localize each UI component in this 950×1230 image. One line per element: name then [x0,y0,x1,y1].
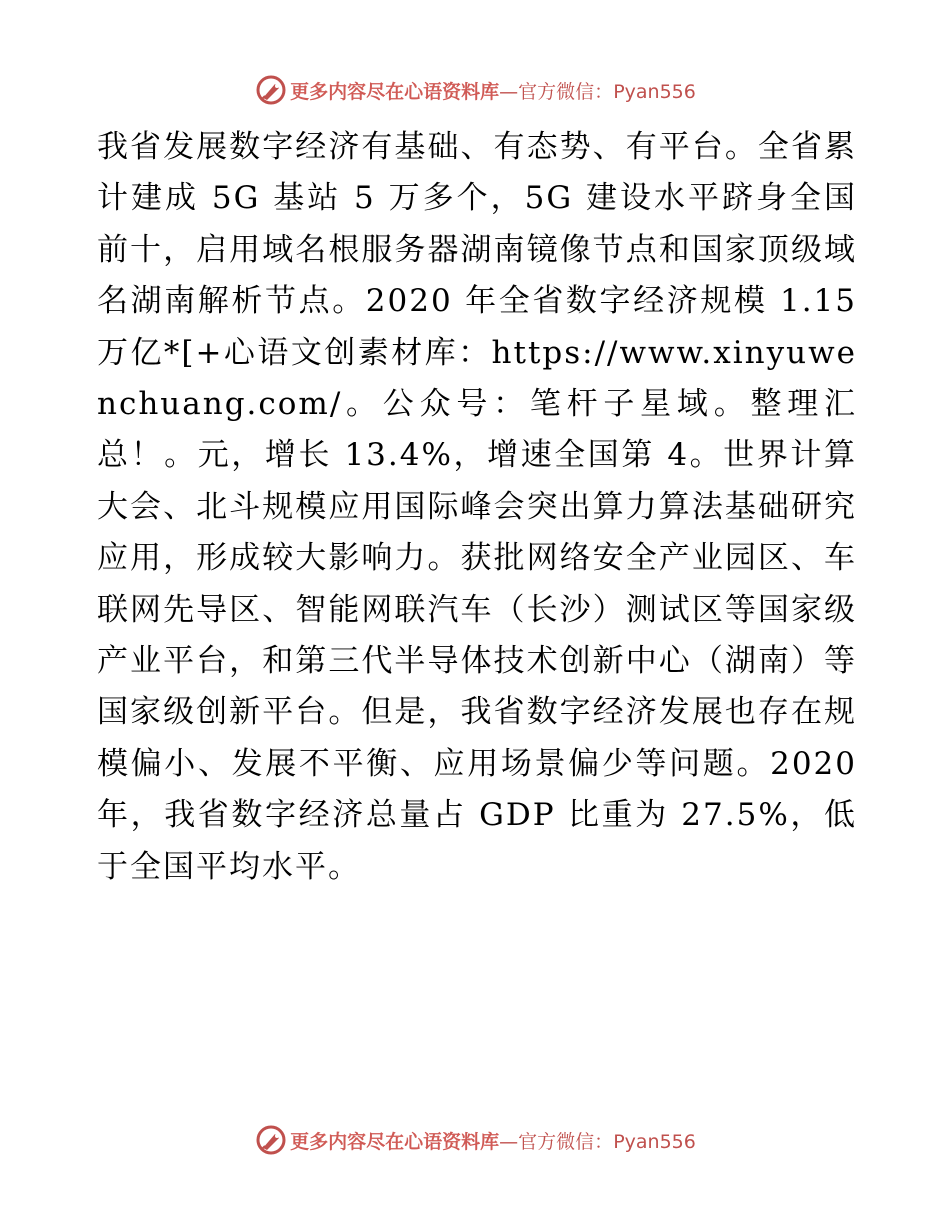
banner-separator: — [499,1130,519,1153]
banner-wechat-label: 官方微信： [518,80,614,103]
footer-banner [0,1120,950,1160]
body-paragraph: 我省发展数字经济有基础、有态势、有平台。全省累计建成 5G 基站 5 万多个，5G 建设水平跻身全国前十，启用域名根服务器湖南镜像节点和国家顶级域名湖南解析节点。2020 年全省数字经济规模 1.15 万亿*[+心语文创素材库：https://www.xinyuwenchuang.com/。公众号：笔杆子星域。整理汇总！。元，增长 13.4%，增速全国第 4。世界计算大会、北斗规模应用国际峰会突出算力算法基础研究应用，形成较大影响力。获批网络安全产业园区、车联网先导区、智能网联汽车（长沙）测试区等国家级产业平台，和第三代半导体技术创新中心（湖南）等国家级创新平台。但是，我省数字经济发展也存在规模偏小、发展不平衡、应用场景偏少等问题。2020 年，我省数字经济总量占 GDP 比重为 27.5%，低于全国平均水平。 [97,129,857,885]
document-body [97,122,857,893]
banner-text [290,1127,696,1154]
pen-nib-circle-icon [254,1123,288,1157]
banner-brand: 更多内容尽在心语资料库 [290,80,500,103]
banner-wechat-label: 官方微信： [518,1130,614,1153]
banner-separator: — [499,80,519,103]
banner-wechat-id: Pyan556 [613,80,696,103]
pen-nib-circle-icon [254,73,288,107]
banner-brand: 更多内容尽在心语资料库 [290,1130,500,1153]
banner-wechat-id: Pyan556 [613,1130,696,1153]
header-banner [0,70,950,110]
banner-text [290,77,696,104]
